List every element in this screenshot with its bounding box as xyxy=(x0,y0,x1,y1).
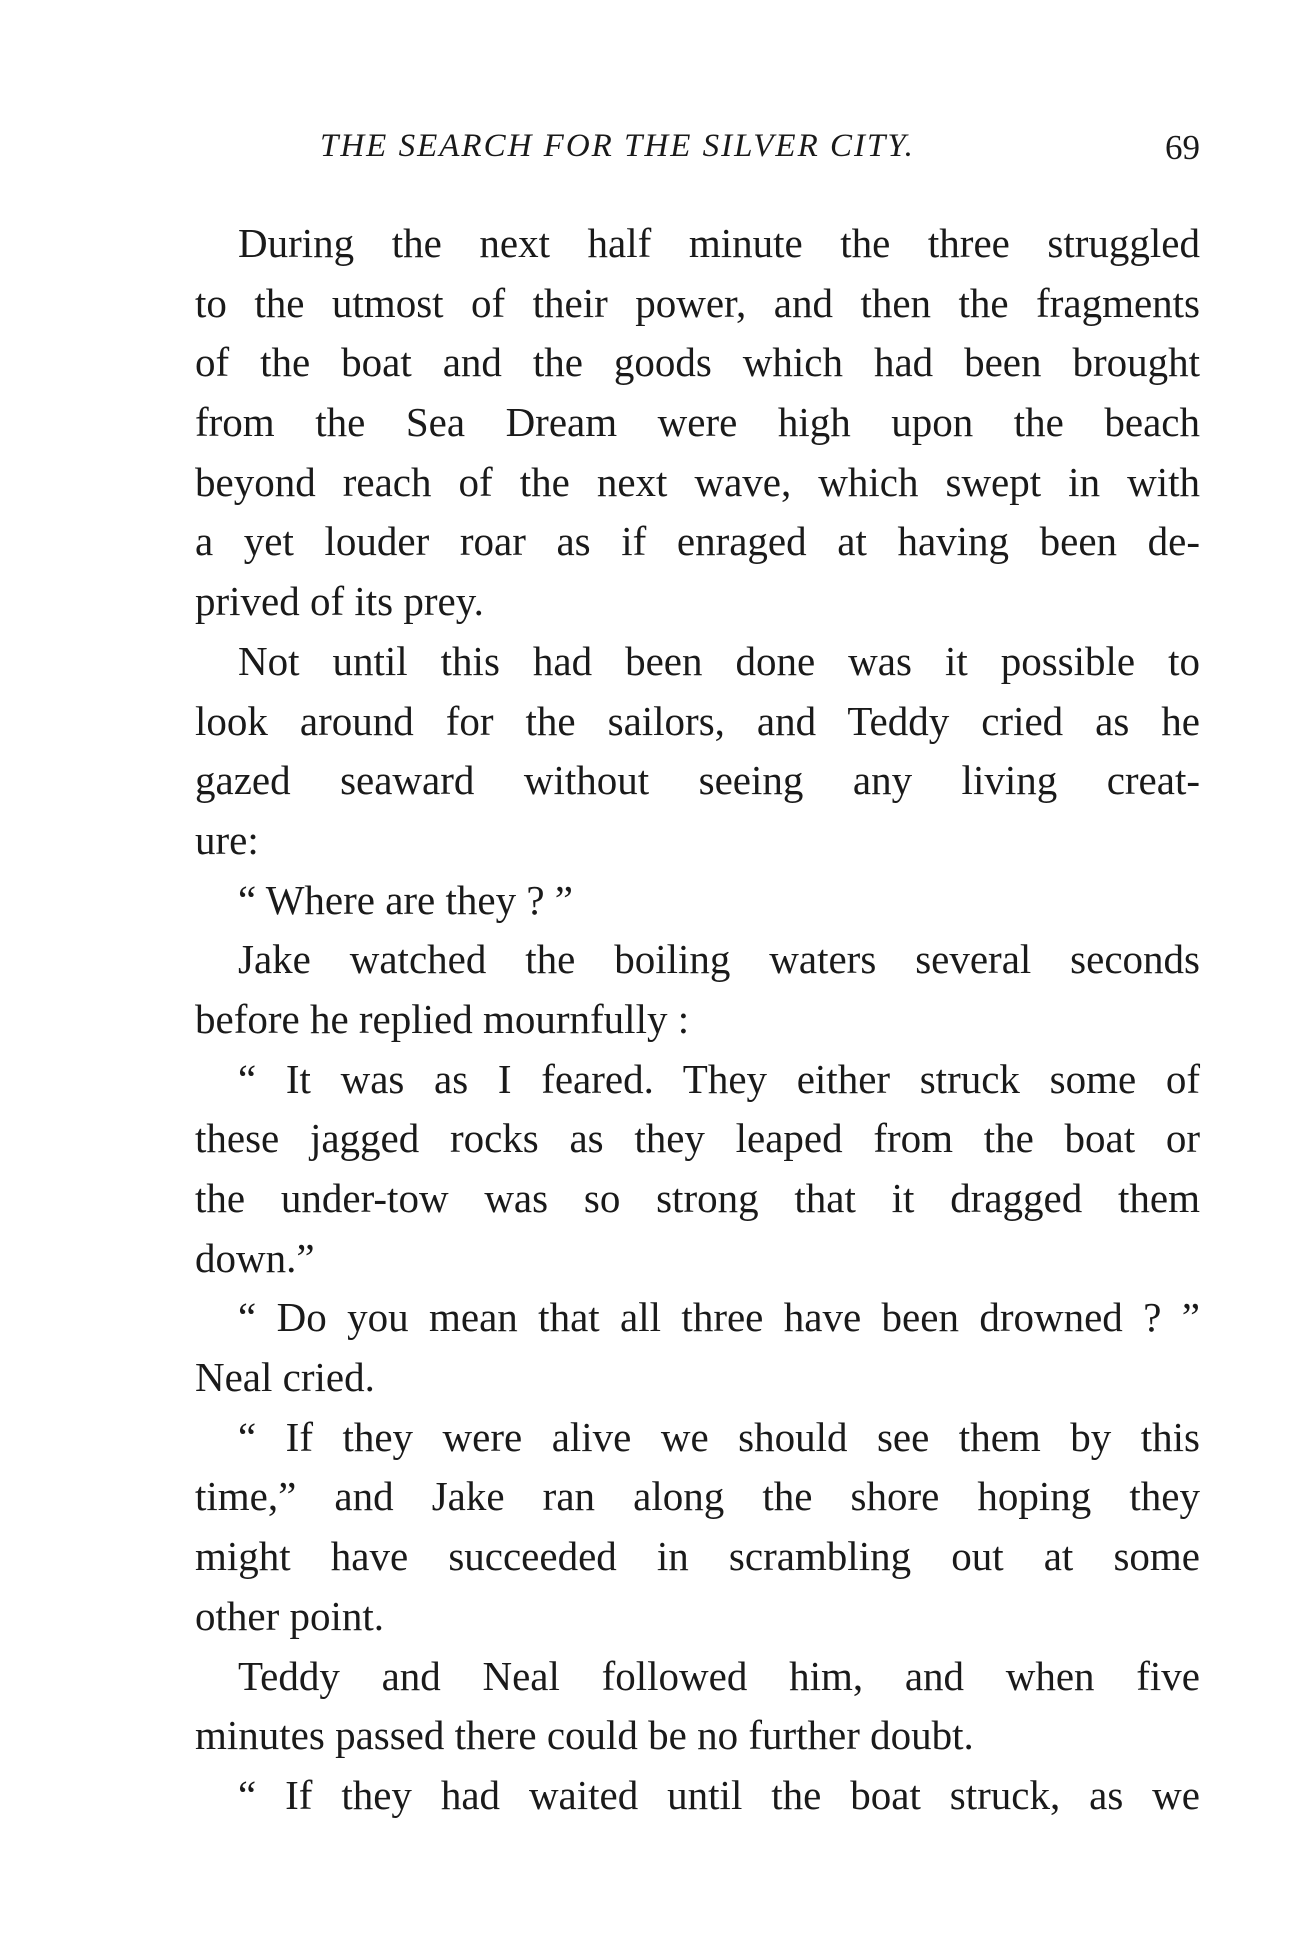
text-line: the under-tow was so strong that it dragged them xyxy=(195,1175,1200,1221)
text-line: to the utmost of their power, and then the fragments xyxy=(195,279,1200,326)
text-line: Not until this had been done was it possible to xyxy=(238,637,1200,684)
text-line: “ If they had waited until the boat struck, as we xyxy=(238,1771,1200,1818)
text-line: prived of its prey. xyxy=(195,578,484,625)
text-line: “ It was as I feared. They either struck some of xyxy=(238,1055,1200,1102)
text-line: from the Sea Dream were high upon the beach xyxy=(195,399,1200,446)
text-line: Jake watched the boiling waters several seconds xyxy=(238,936,1200,983)
text-line: ure: xyxy=(195,816,259,863)
text-line: look around for the sailors, and Teddy cried as he xyxy=(195,697,1200,744)
text-line: before he replied mournfully : xyxy=(195,995,690,1042)
text-line: During the next half minute the three struggled xyxy=(238,220,1200,266)
text-line: a yet louder roar as if enraged at having been de- xyxy=(195,518,1200,565)
page-number: 69 xyxy=(1165,128,1200,167)
text-line: “ Do you mean that all three have been drowned ? ” xyxy=(238,1294,1200,1341)
text-line: minutes passed there could be no further doubt. xyxy=(195,1712,974,1759)
text-line: might have succeeded in scrambling out at some xyxy=(195,1533,1200,1580)
text-line: Neal cried. xyxy=(195,1354,375,1401)
text-line: these jagged rocks as they leaped from the boat or xyxy=(195,1115,1200,1162)
text-line: other point. xyxy=(195,1592,385,1639)
text-line: down.” xyxy=(195,1234,315,1281)
text-line: “ Where are they ? ” xyxy=(238,876,573,923)
running-title: THE SEARCH FOR THE SILVER CITY. xyxy=(320,128,915,164)
text-line: gazed seaward without seeing any living creat- xyxy=(195,757,1200,804)
running-head xyxy=(195,128,1200,178)
text-line: time,” and Jake ran along the shore hoping they xyxy=(195,1473,1200,1520)
text-line: Teddy and Neal followed him, and when five xyxy=(238,1652,1200,1699)
text-line: beyond reach of the next wave, which swept in with xyxy=(195,458,1200,505)
text-line: of the boat and the goods which had been brought xyxy=(195,339,1200,386)
text-line: “ If they were alive we should see them by this xyxy=(238,1413,1200,1460)
body-text xyxy=(195,214,1200,1826)
